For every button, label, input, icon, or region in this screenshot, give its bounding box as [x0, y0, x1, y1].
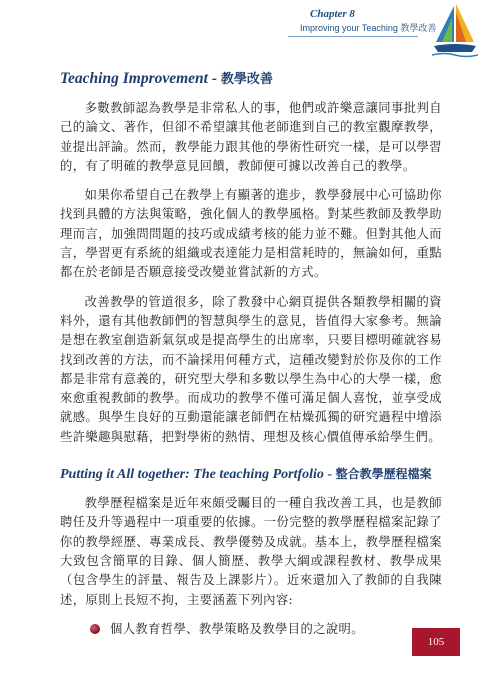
- bullet-item: [60, 620, 442, 639]
- section-heading-teaching-portfolio: [60, 465, 442, 484]
- chapter-subtitle: Improving your Teaching 教學改善: [300, 23, 437, 33]
- paragraph: 多數教師認為教學是非常私人的事，他們或許樂意讓同事批判自己的論文、著作，但卻不希望讓其他老師進到自己的教室觀摩教學，並提出評論。然而，教學能力跟其他的學術性研究一樣，是可以學習的，有了明確的教學意見回饋，教師便可據以改善自己的教學。: [60, 101, 442, 173]
- heading-en: Putting it All together: The teaching Portfolio -: [60, 467, 336, 483]
- chapter-label: Chapter 8: [310, 8, 355, 20]
- section-heading-teaching-improvement: [60, 70, 442, 89]
- paragraph: 如果你希望自己在教學上有顯著的進步，教學發展中心可協助你找到具體的方法與策略，強化個人的教學風格。對某些教師及教學助理而言，加強問問題的技巧或成績考核的能力並不難。但對其他人而言，學習更有系統的組織或表達能力是相當耗時的，無論如何，重點都在於老師是否願意接受改變並嘗試新的方式。: [60, 188, 442, 280]
- page-header: [0, 0, 500, 66]
- heading-en: Teaching Improvement -: [60, 70, 221, 87]
- bullet-text: 個人教育哲學、教學策略及教學目的之說明。: [110, 621, 364, 636]
- heading-zh: 整合教學歷程檔案: [335, 467, 432, 482]
- heading-zh: 教學改善: [220, 72, 273, 87]
- page-number: 105: [412, 628, 460, 656]
- paragraph: 教學歷程檔案是近年來頗受矚目的一種自我改善工具，也是教師聘任及升等過程中一項重要的依據。一份完整的教學歷程檔案記錄了你的教學經歷、專業成長、教學優勢及成就。基本上，教學歷程檔案大致包含簡單的目錄、個人簡歷、教學大綱或課程教材、教學成果（包含學生的評量、報告及上課影片）。近來還加入了教師的自我陳述，原則上長短不拘，主要涵蓋下列內容:: [60, 496, 442, 607]
- sailboat-icon: [432, 2, 478, 58]
- header-rule: [288, 36, 418, 37]
- page-content: [60, 70, 442, 639]
- bullet-icon: [90, 624, 100, 634]
- paragraph: 改善教學的管道很多，除了教發中心網頁提供各類教學相關的資料外，還有其他教師們的智慧與學生的意見，皆值得大家參考。無論是想在教室創造新氣氛或是提高學生的出席率，只要目標明確就容易找到改善的方法，而不論採用何種方式，這種改變對於你及你的工作都是非常有意義的，研究型大學和多數以學生為中心的大學一樣，愈來愈重視教師的教學。而成功的教學不僅可滿足個人喜悅，並享受成就感。與學生良好的互動還能讓老師們在枯燥孤獨的研究過程中增添些許樂趣與慰藉，把對學術的熱情、理想及核心價值傳承給學生們。: [60, 294, 442, 444]
